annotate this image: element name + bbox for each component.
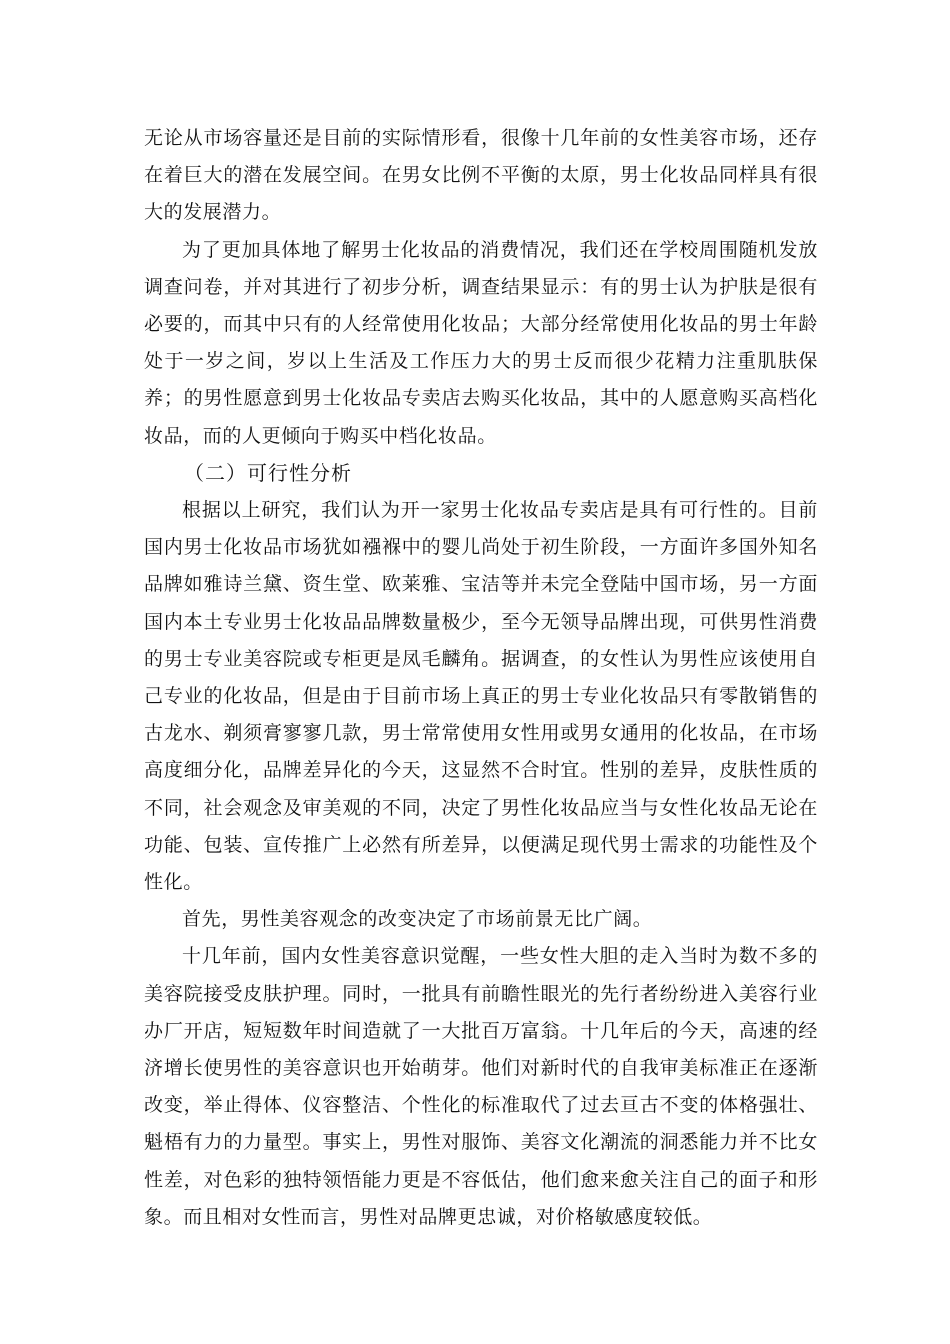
document-body bbox=[144, 120, 818, 1236]
paragraph-first-point: 首先，男性美容观念的改变决定了市场前景无比广阔。 bbox=[182, 908, 653, 931]
paragraph-market-potential: 无论从市场容量还是目前的实际情形看，很像十几年前的女性美容市场，还存在着巨大的潜在发展空间。在男女比例不平衡的太原，男士化妆品同样具有很大的发展潜力。 bbox=[144, 127, 818, 224]
section-heading-feasibility: （二）可行性分析 bbox=[184, 460, 352, 485]
paragraph-beauty-awareness: 十几年前，国内女性美容意识觉醒，一些女性大胆的走入当时为数不多的美容院接受皮肤护理。同时，一批具有前瞻性眼光的先行者纷纷进入美容行业办厂开店，短短数年时间造就了一大批百万富翁。十几年后的今天，高速的经济增长使男性的美容意识也开始萌芽。他们对新时代的自我审美标准正在逐渐改变，举止得体、仪容整洁、个性化的标准取代了过去亘古不变的体格强壮、魁梧有力的力量型。事实上，男性对服饰、美容文化潮流的洞悉能力并不比女性差，对色彩的独特领悟能力更是不容低估，他们愈来愈关注自己的面子和形象。而且相对女性而言，男性对品牌更忠诚，对价格敏感度较低。 bbox=[144, 945, 818, 1228]
paragraph-feasibility-research: 根据以上研究，我们认为开一家男士化妆品专卖店是具有可行性的。目前国内男士化妆品市场犹如襁褓中的婴儿尚处于初生阶段，一方面许多国外知名品牌如雅诗兰黛、资生堂、欧莱雅、宝洁等并未完全登陆中国市场，另一方面国内本土专业男士化妆品品牌数量极少，至今无领导品牌出现，可供男性消费的男士专业美容院或专柜更是凤毛麟角。据调查，的女性认为男性应该使用自己专业的化妆品，但是由于目前市场上真正的男士专业化妆品只有零散销售的古龙水、剃须膏寥寥几款，男士常常使用女性用或男女通用的化妆品，在市场高度细分化，品牌差异化的今天，这显然不合时宜。性别的差异，皮肤性质的不同，社会观念及审美观的不同，决定了男性化妆品应当与女性化妆品无论在功能、包装、宣传推广上必然有所差异，以便满足现代男士需求的功能性及个性化。 bbox=[144, 499, 818, 894]
paragraph-survey-results: 为了更加具体地了解男士化妆品的消费情况，我们还在学校周围随机发放调查问卷，并对其进行了初步分析，调查结果显示：有的男士认为护肤是很有必要的，而其中只有的人经常使用化妆品；大部分经常使用化妆品的男士年龄处于一岁之间，岁以上生活及工作压力大的男士反而很少花精力注重肌肤保养；的男性愿意到男士化妆品专卖店去购买化妆品，其中的人愿意购买高档化妆品，而的人更倾向于购买中档化妆品。 bbox=[144, 238, 818, 447]
